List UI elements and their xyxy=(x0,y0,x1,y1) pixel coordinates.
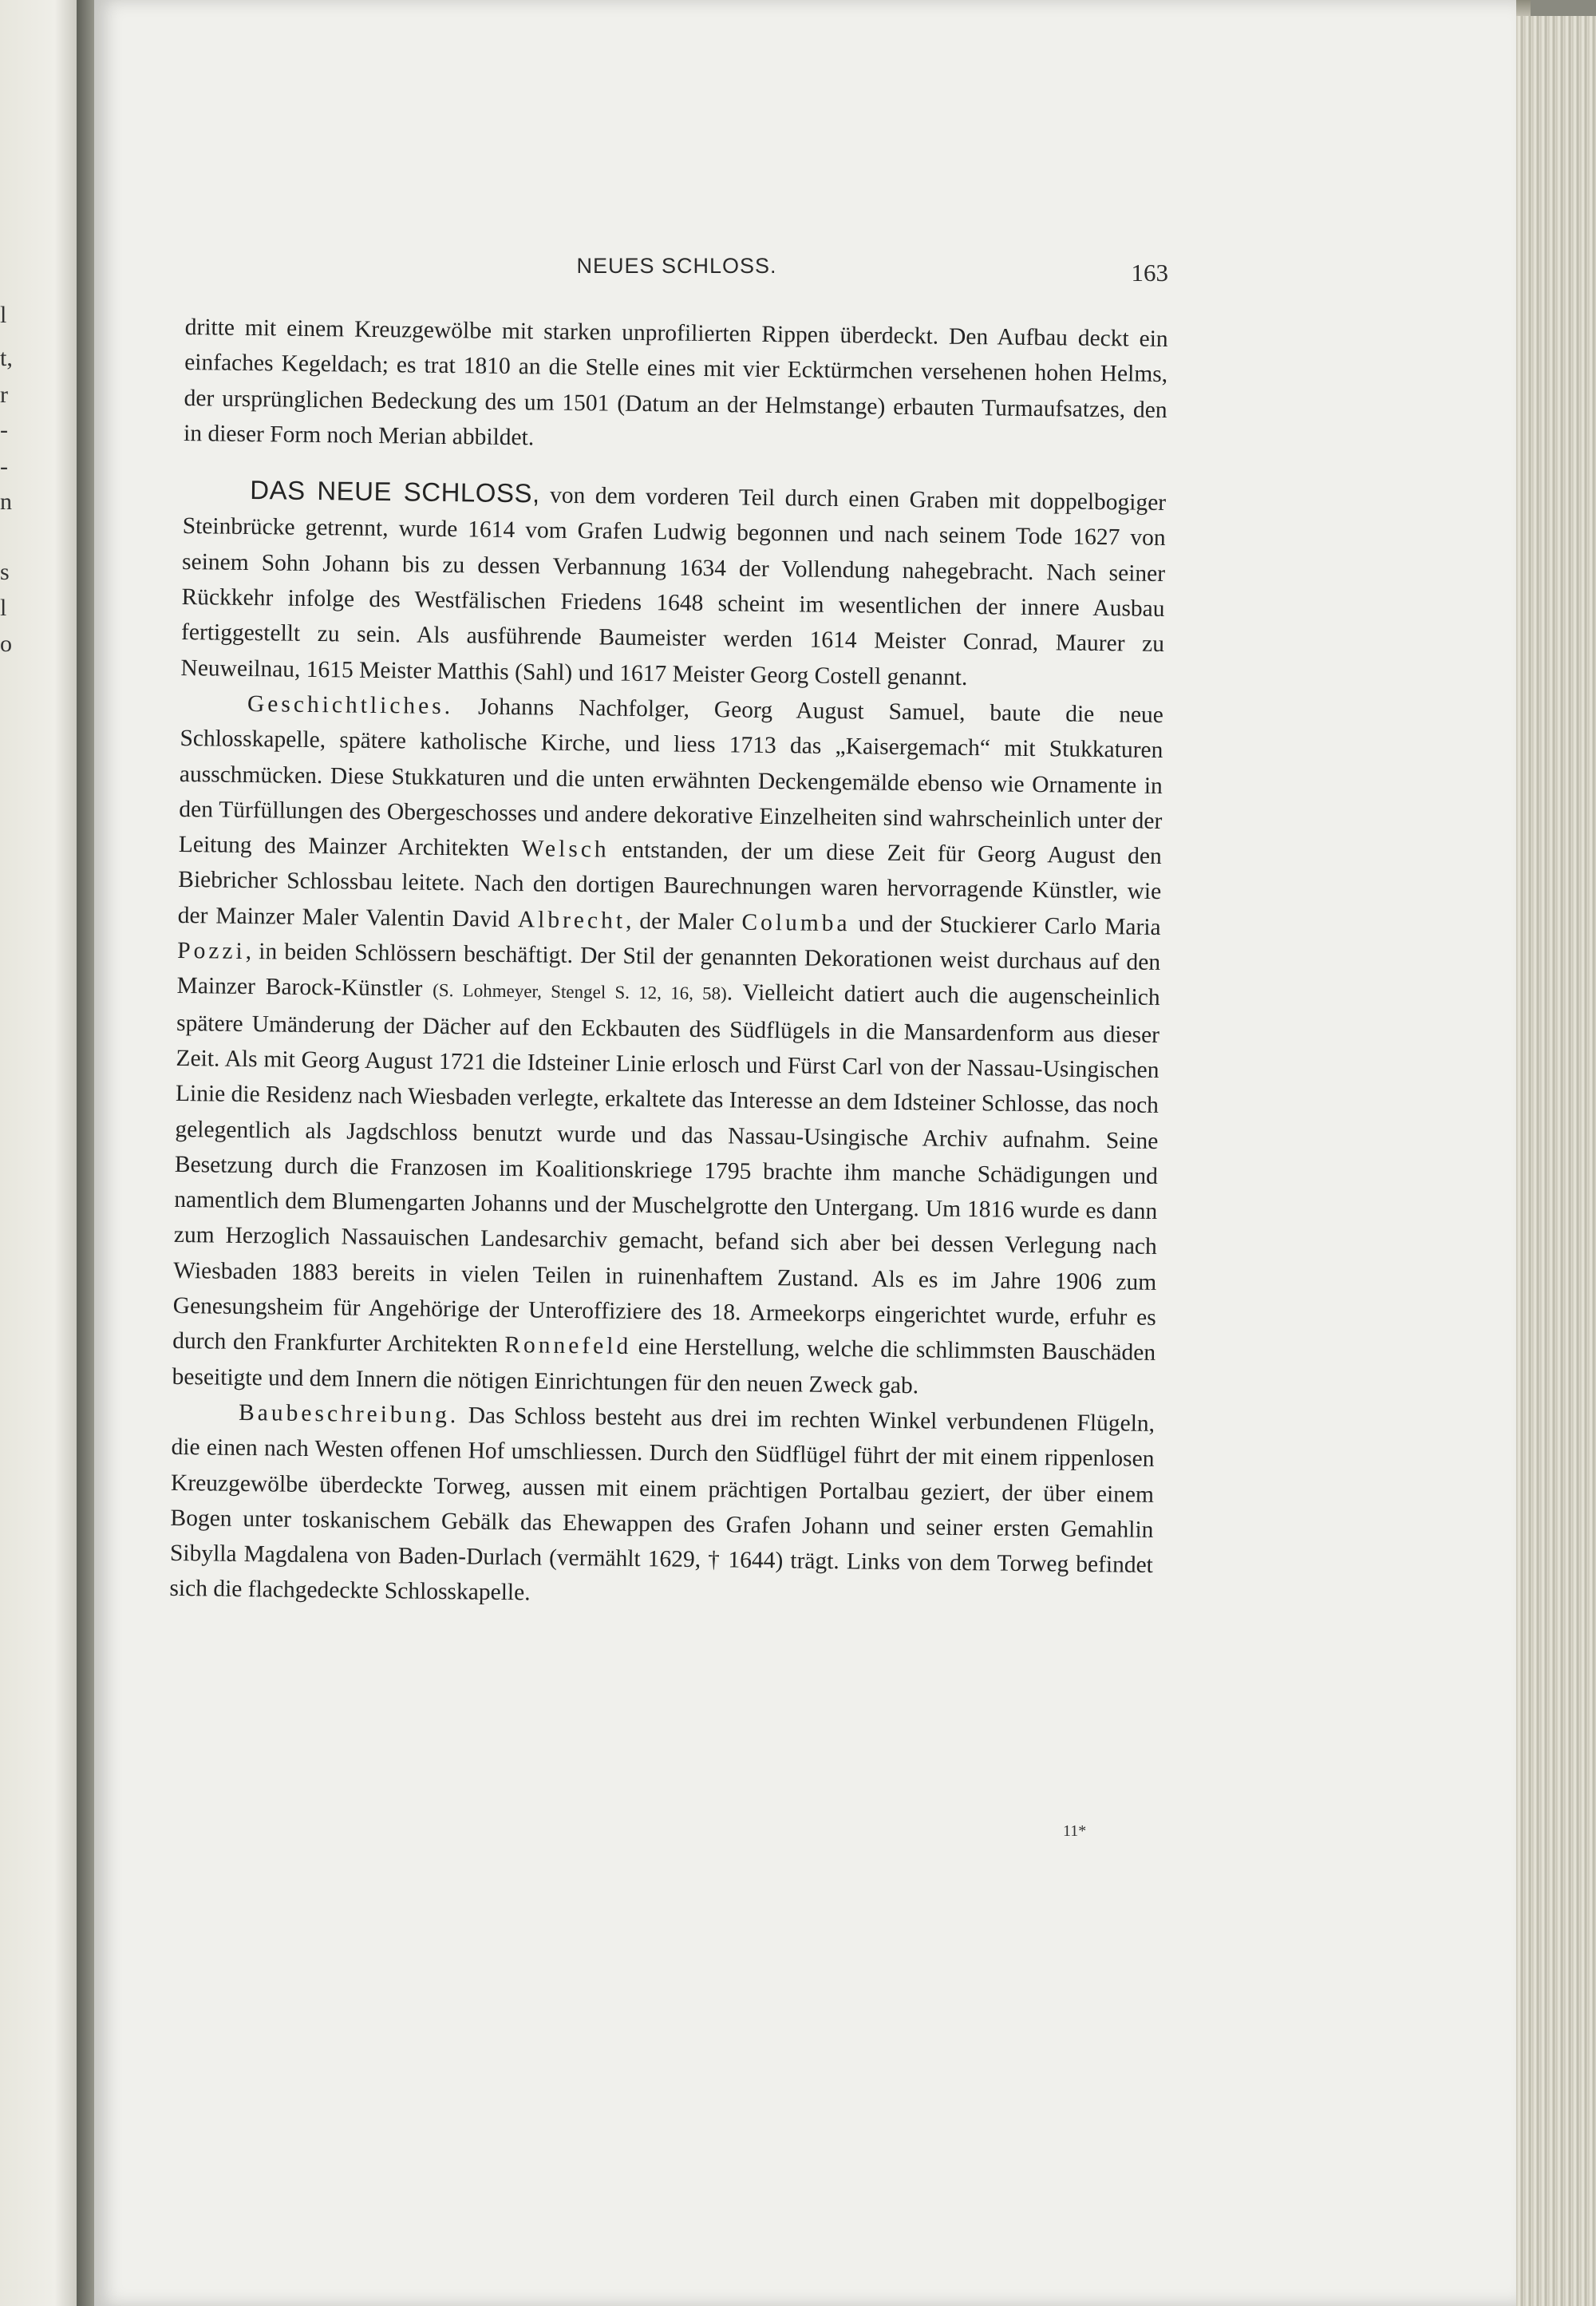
paragraph-text: . Vielleicht datiert auch die augenscheinlich spätere Umänderung der Dächer auf den Eckbauten des Südflügels in die Mansardenform aus dieser Zeit. Als mit Georg August 1721 die Idsteiner Linie erlosch und Fürst Carl von der Nassau-Usingischen Linie die Residenz nach Wiesbaden verlegte, erkaltete das Interesse an dem Idsteiner Schlosse, das noch gelegentlich als Jagdschloss benutzt wurde und das Nassau-Usingische Archiv aufnahm. Seine Besetzung durch die Franzosen im Koalitionskriege 1795 brachte ihm manche Schädigungen und namentlich dem Blumengarten Johanns und der Muschelgrotte den Untergang. Um 1816 wurde es dann zum Herzoglich Nassauischen Landesarchiv gemacht, befand sich aber bei dessen Verlegung nach Wiesbaden 1883 bereits in vielen Teilen in ruinenhaftem Zustand. Als es im Jahre 1906 zum Genesungsheim für Angehörige der Unteroffiziere des 18. Armeekorps eingerichtet wurde, erfuhr es durch den Frankfurter Architekten xyxy=(172,979,1160,1359)
margin-char: s xyxy=(0,559,10,585)
page-header xyxy=(185,254,1168,292)
person-name: Ronnefeld xyxy=(504,1332,632,1360)
facing-page-edge xyxy=(0,0,78,2306)
person-name: Welsch xyxy=(521,836,610,863)
subsection-heading: Baubeschreibung. xyxy=(238,1399,460,1429)
paragraph-text: von dem vorderen Teil durch einen Graben mit doppelbogiger Steinbrücke getrennt, wurde 1614 vom Grafen Ludwig begonnen und nach seinem Tode 1627 von seinem Sohn Johann bis zu dessen Verbannung 1634 der Vollendung nahegebracht. Nach seiner Rückkehr infolge des Westfälischen Friedens 1648 scheint im wesentlichen der innere Ausbau fertiggestellt zu sein. Als ausführende Baumeister werden 1614 Meister Conrad, Maurer zu Neuweilnau, 1615 Meister Matthis (Sahl) und 1617 Meister Georg Costell genannt. xyxy=(180,482,1167,690)
person-name: Pozzi xyxy=(176,937,246,965)
paragraph-text: eine Herstellung, welche die schlimmsten Bauschäden beseitigte und dem Innern die nötigen Einrichtungen für den neuen Zweck gab. xyxy=(172,1334,1156,1398)
paragraph-tower-roof: dritte mit einem Kreuzgewölbe mit starken unprofilierten Rippen überdeckt. Den Aufbau deckt ein einfaches Kegeldach; es trat 1810 an die Stelle eines mit vier Ecktürmchen versehenen hohen Helms, der ursprünglichen Bedeckung des um 1501 (Datum an der Helmstange) erbauten Turmaufsatzes, den in dieser Form noch Merian abbildet. xyxy=(183,314,1168,451)
paragraph-text: , der Maler xyxy=(625,908,742,935)
person-name: Albrecht xyxy=(517,906,626,934)
paragraph-text: und der Stuckierer Carlo Maria xyxy=(850,910,1161,940)
book-gutter xyxy=(77,0,96,2306)
paragraph-building-description xyxy=(169,1394,1155,1619)
citation: (S. Lohmeyer, Stengel S. 12, 16, 58) xyxy=(433,980,727,1004)
paragraph-text: entstanden, der um diese Zeit für Georg August den Biebricher Schlossbau leitete. Nach den dortigen Baurechnungen waren hervorragende Künstler, wie der Mainzer Maler Valentin David xyxy=(177,837,1162,932)
person-name: Columba xyxy=(741,909,851,936)
margin-char: o xyxy=(0,631,12,657)
margin-char: l xyxy=(0,302,7,328)
paragraph-text: Johanns Nachfolger, Georg August Samuel, baute die neue Schlosskapelle, spätere katholische Kirche, und liess 1713 das „Kaisergemach“ mit Stukkaturen ausschmücken. Diese Stukkaturen und die unten erwähnten Deckengemälde ebenso wie Ornamente in den Türfüllungen des Obergeschosses und andere dekorative Einzelheiten sind wahrscheinlich unter der Leitung des Mainzer Architekten xyxy=(178,694,1164,862)
running-head: NEUES SCHLOSS. xyxy=(576,254,777,278)
section-heading: DAS NEUE SCHLOSS, xyxy=(250,475,540,508)
body-text xyxy=(169,310,1168,1619)
margin-char: - xyxy=(0,453,8,480)
paragraph-text: Das Schloss besteht aus drei im rechten Winkel verbundenen Flügeln, die einen nach Westen offenen Hof umschliessen. Durch den Südflügel führt der mit einem rippenlosen Kreuzgewölbe überdeckte Torweg, aussen mit einem prächtigen Portalbau geziert, der über einem Bogen unter toskanischem Gebälk das Ehewappen des Grafen Johann und seiner ersten Gemahlin Sibylla Magdalena von Baden-Durlach (vermählt 1629, † 1644) trägt. Links von dem Torweg befindet sich die flachgedeckte Schlosskapelle. xyxy=(169,1402,1156,1606)
signature-mark: 11* xyxy=(1063,1822,1087,1840)
margin-char: - xyxy=(0,417,8,443)
margin-char: t, xyxy=(0,345,13,371)
paragraph-text: , in beiden Schlössern beschäftigt. Der Stil der genannten Dekorationen weist durchaus auf den Mainzer Barock-Künstler xyxy=(176,939,1161,1003)
margin-char: l xyxy=(0,595,7,621)
subsection-heading: Geschichtliches. xyxy=(247,690,454,720)
page-edges xyxy=(1516,16,1596,2306)
margin-char: r xyxy=(0,382,8,408)
paragraph-history xyxy=(172,686,1163,1406)
paragraph-new-castle xyxy=(180,472,1166,698)
margin-char: n xyxy=(0,488,12,515)
page-number: 163 xyxy=(1131,259,1168,287)
